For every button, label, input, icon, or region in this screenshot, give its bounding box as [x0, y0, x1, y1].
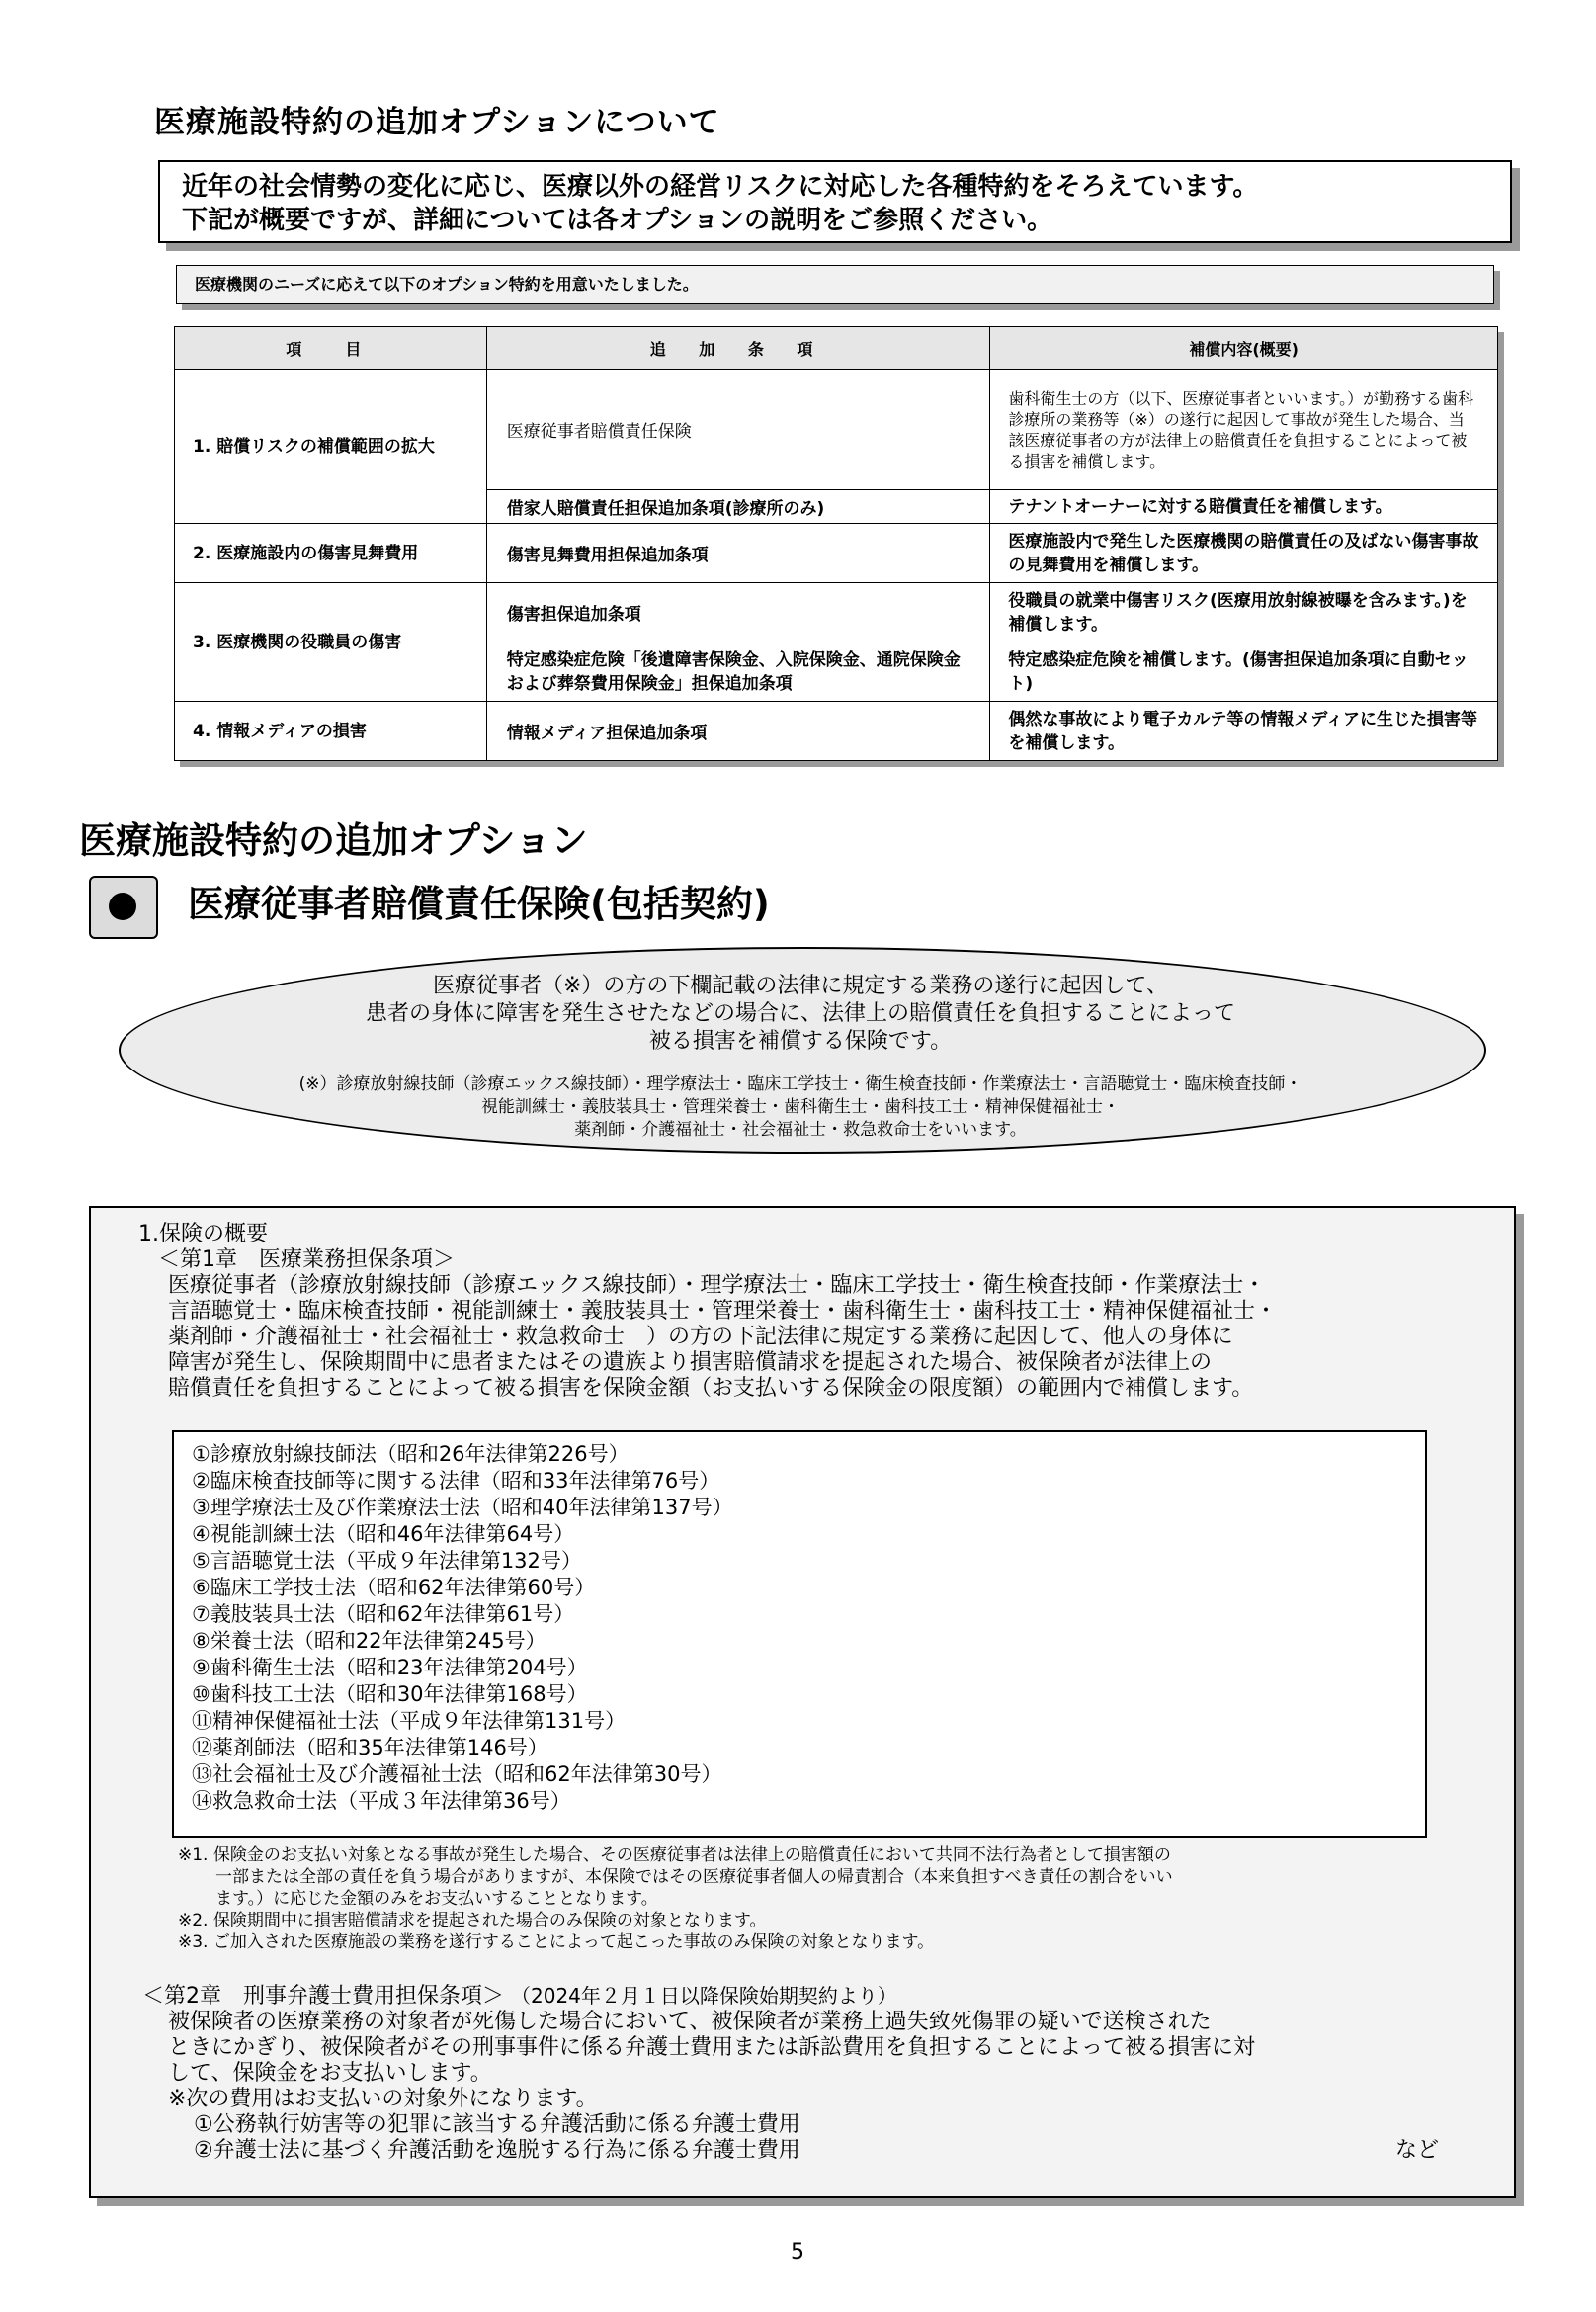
law-item: ⑬社会福祉士及び介護福祉士法（昭和62年法律第30号） — [192, 1762, 722, 1786]
row-clause: 傷害担保追加条項 — [486, 583, 990, 642]
note-item: ※1. 保険金のお支払い対象となる事故が発生した場合、その医療従事者は法律上の賠償責任において共同不法行為者として損害額の — [178, 1845, 1171, 1865]
row-item: 2. 医療施設内の傷害見舞費用 — [175, 524, 487, 583]
oval-line: 医療従事者（※）の方の下欄記載の法律に規定する業務の遂行に起因して、 — [433, 974, 1168, 998]
row-desc: 偶然な事故により電子カルテ等の情報メディアに生じた損害等を補償します。 — [990, 702, 1498, 761]
row-clause: 借家人賠償責任担保追加条項(診療所のみ) — [486, 490, 990, 524]
row-desc: 役職員の就業中傷害リスク(医療用放射線被曝を含みます。)を補償します。 — [990, 583, 1498, 642]
exclusion-title: ※次の費用はお支払いの対象外になります。 — [168, 2087, 598, 2111]
bullet-icon — [89, 876, 158, 939]
table-row — [175, 702, 1498, 761]
chapter1-text: 障害が発生し、保険期間中に患者またはその遺族より損害賠償請求を提起された場合、被保険者が法律上の — [168, 1350, 1213, 1375]
chapter1-title: ＜第1章 医療業務担保条項＞ — [158, 1247, 455, 1272]
table-row — [175, 583, 1498, 642]
option-title: 医療従事者賠償責任保険(包括契約) — [188, 883, 770, 925]
header-clause: 追 加 条 項 — [486, 327, 990, 370]
row-item: 4. 情報メディアの損害 — [175, 702, 487, 761]
note-item: ます。）に応じた金額のみをお支払いすることとなります。 — [215, 1889, 658, 1909]
law-item: ⑧栄養士法（昭和22年法律第245号） — [192, 1629, 546, 1653]
law-item: ⑨歯科衛生士法（昭和23年法律第204号） — [192, 1656, 588, 1679]
row-item: 3. 医療機関の役職員の傷害 — [175, 583, 487, 702]
options-table — [174, 326, 1498, 761]
row-desc: テナントオーナーに対する賠償責任を補償します。 — [990, 490, 1498, 524]
header-desc: 補償内容(概要) — [990, 327, 1498, 370]
page-title: 医療施設特約の追加オプションについて — [154, 105, 720, 140]
header-item: 項 目 — [175, 327, 487, 370]
page-number: 5 — [791, 2240, 804, 2265]
law-item: ②臨床検査技師等に関する法律（昭和33年法律第76号） — [192, 1469, 720, 1493]
exclusion-item: ①公務執行妨害等の犯罪に該当する弁護活動に係る弁護士費用 — [194, 2112, 800, 2137]
chapter2-text: 被保険者の医療業務の対象者が死傷した場合において、被保険者が業務上過失致死傷罪の疑いで送検された — [168, 2010, 1212, 2034]
table-row — [175, 370, 1498, 490]
chapter2-text: して、保険金をお支払いします。 — [168, 2061, 492, 2086]
chapter1-text: 医療従事者（診療放射線技師（診療エックス線技師）・理学療法士・臨床工学技士・衛生検査技師・作業療法士・ — [168, 1273, 1266, 1298]
oval-line: 患者の身体に障害を発生させたなどの場合に、法律上の賠償責任を負担することによって — [365, 1001, 1235, 1026]
row-item: 1. 賠償リスクの補償範囲の拡大 — [175, 370, 487, 524]
law-item: ⑦義肢装具士法（昭和62年法律第61号） — [192, 1602, 575, 1626]
section-title: 医療施設特約の追加オプション — [79, 819, 588, 862]
chapter1-text: 賠償責任を負担することによって被る損害を保険金額（お支払いする保険金の限度額）の範囲内で補償します。 — [168, 1376, 1254, 1401]
chapter1-text: 言語聴覚士・臨床検査技師・視能訓練士・義肢装具士・管理栄養士・歯科衛生士・歯科技工士・精神保健福祉士・ — [168, 1299, 1278, 1324]
law-item: ①診療放射線技師法（昭和26年法律第226号） — [192, 1442, 630, 1466]
oval-line: 被る損害を補償する保険です。 — [648, 1029, 953, 1054]
note-item: 一部または全部の責任を負う場合がありますが、本保険ではその医療従事者個人の帰責割合（本来負担すべき責任の割合をいい — [215, 1867, 1173, 1887]
etc-label: など — [1395, 2138, 1440, 2163]
chapter2-header — [142, 1983, 897, 2010]
note-item: ※3. ご加入された医療施設の業務を遂行することによって起こった事故のみ保険の対象となります。 — [178, 1932, 935, 1952]
oval-note: 視能訓練士・義肢装具士・管理栄養士・歯科衛生士・歯科技工士・精神保健福祉士・ — [481, 1097, 1120, 1117]
overview-heading: 1.保険の概要 — [138, 1222, 268, 1246]
note-item: ※2. 保険期間中に損害賠償請求を提起された場合のみ保険の対象となります。 — [178, 1911, 767, 1930]
chapter2-title: ＜第2章 刑事弁護士費用担保条項＞ — [142, 1984, 504, 2009]
row-clause: 特定感染症危険「後遺障害保険金、入院保険金、通院保険金および葬祭費用保険金」担保追加条項 — [486, 642, 990, 702]
law-item: ⑭救急救命士法（平成３年法律第36号） — [192, 1789, 571, 1813]
chapter1-text: 薬剤師・介護福祉士・社会福祉士・救急救命士 ）の方の下記法律に規定する業務に起因して、他人の身体に — [168, 1325, 1233, 1349]
law-list — [192, 1441, 733, 1815]
table-header-row — [175, 327, 1498, 370]
intro-line: 下記が概要ですが、詳細については各オプションの説明をご参照ください。 — [182, 206, 1053, 235]
oval-note: (※）診療放射線技師（診療エックス線技師）・理学療法士・臨床工学技士・衛生検査技師・作業療法士・言語聴覚士・臨床検査技師・ — [298, 1074, 1302, 1094]
chapter2-date: （2024年２月１日以降保険始期契約より） — [511, 1984, 897, 2008]
law-item: ③理学療法士及び作業療法士法（昭和40年法律第137号） — [192, 1496, 733, 1519]
law-item: ⑤言語聴覚士法（平成９年法律第132号） — [192, 1549, 582, 1573]
law-item: ④視能訓練士法（昭和46年法律第64号） — [192, 1522, 575, 1546]
exclusion-item: ②弁護士法に基づく弁護活動を逸脱する行為に係る弁護士費用 — [194, 2138, 800, 2163]
law-item: ⑫薬剤師法（昭和35年法律第146号） — [192, 1736, 548, 1759]
notice-box: 医療機関のニーズに応えて以下のオプション特約を用意いたしました。 — [176, 265, 1494, 304]
row-clause: 情報メディア担保追加条項 — [486, 702, 990, 761]
intro-box — [158, 160, 1512, 243]
row-clause: 医療従事者賠償責任保険 — [486, 370, 990, 490]
table-row — [175, 524, 1498, 583]
law-item: ⑩歯科技工士法（昭和30年法律第168号） — [192, 1682, 588, 1706]
intro-line: 近年の社会情勢の変化に応じ、医療以外の経営リスクに対応した各種特約をそろえています。 — [182, 172, 1259, 202]
law-item: ⑪精神保健福祉士法（平成９年法律第131号） — [192, 1709, 627, 1733]
chapter2-text: ときにかぎり、被保険者がその刑事事件に係る弁護士費用または訴訟費用を負担することによって被る損害に対 — [168, 2035, 1256, 2060]
row-desc: 特定感染症危険を補償します。(傷害担保追加条項に自動セット) — [990, 642, 1498, 702]
row-desc: 医療施設内で発生した医療機関の賠償責任の及ばない傷害事故の見舞費用を補償します。 — [990, 524, 1498, 583]
law-item: ⑥臨床工学技士法（昭和62年法律第60号） — [192, 1576, 596, 1599]
row-clause: 傷害見舞費用担保追加条項 — [486, 524, 990, 583]
oval-note: 薬剤師・介護福祉士・社会福祉士・救急救命士をいいます。 — [574, 1120, 1027, 1140]
row-desc: 歯科衛生士の方（以下、医療従事者といいます。）が勤務する歯科診療所の業務等（※）の遂行に起因して事故が発生した場合、当該医療従事者の方が法律上の賠償責任を負担することによって被る損害を補償します。 — [990, 370, 1498, 490]
